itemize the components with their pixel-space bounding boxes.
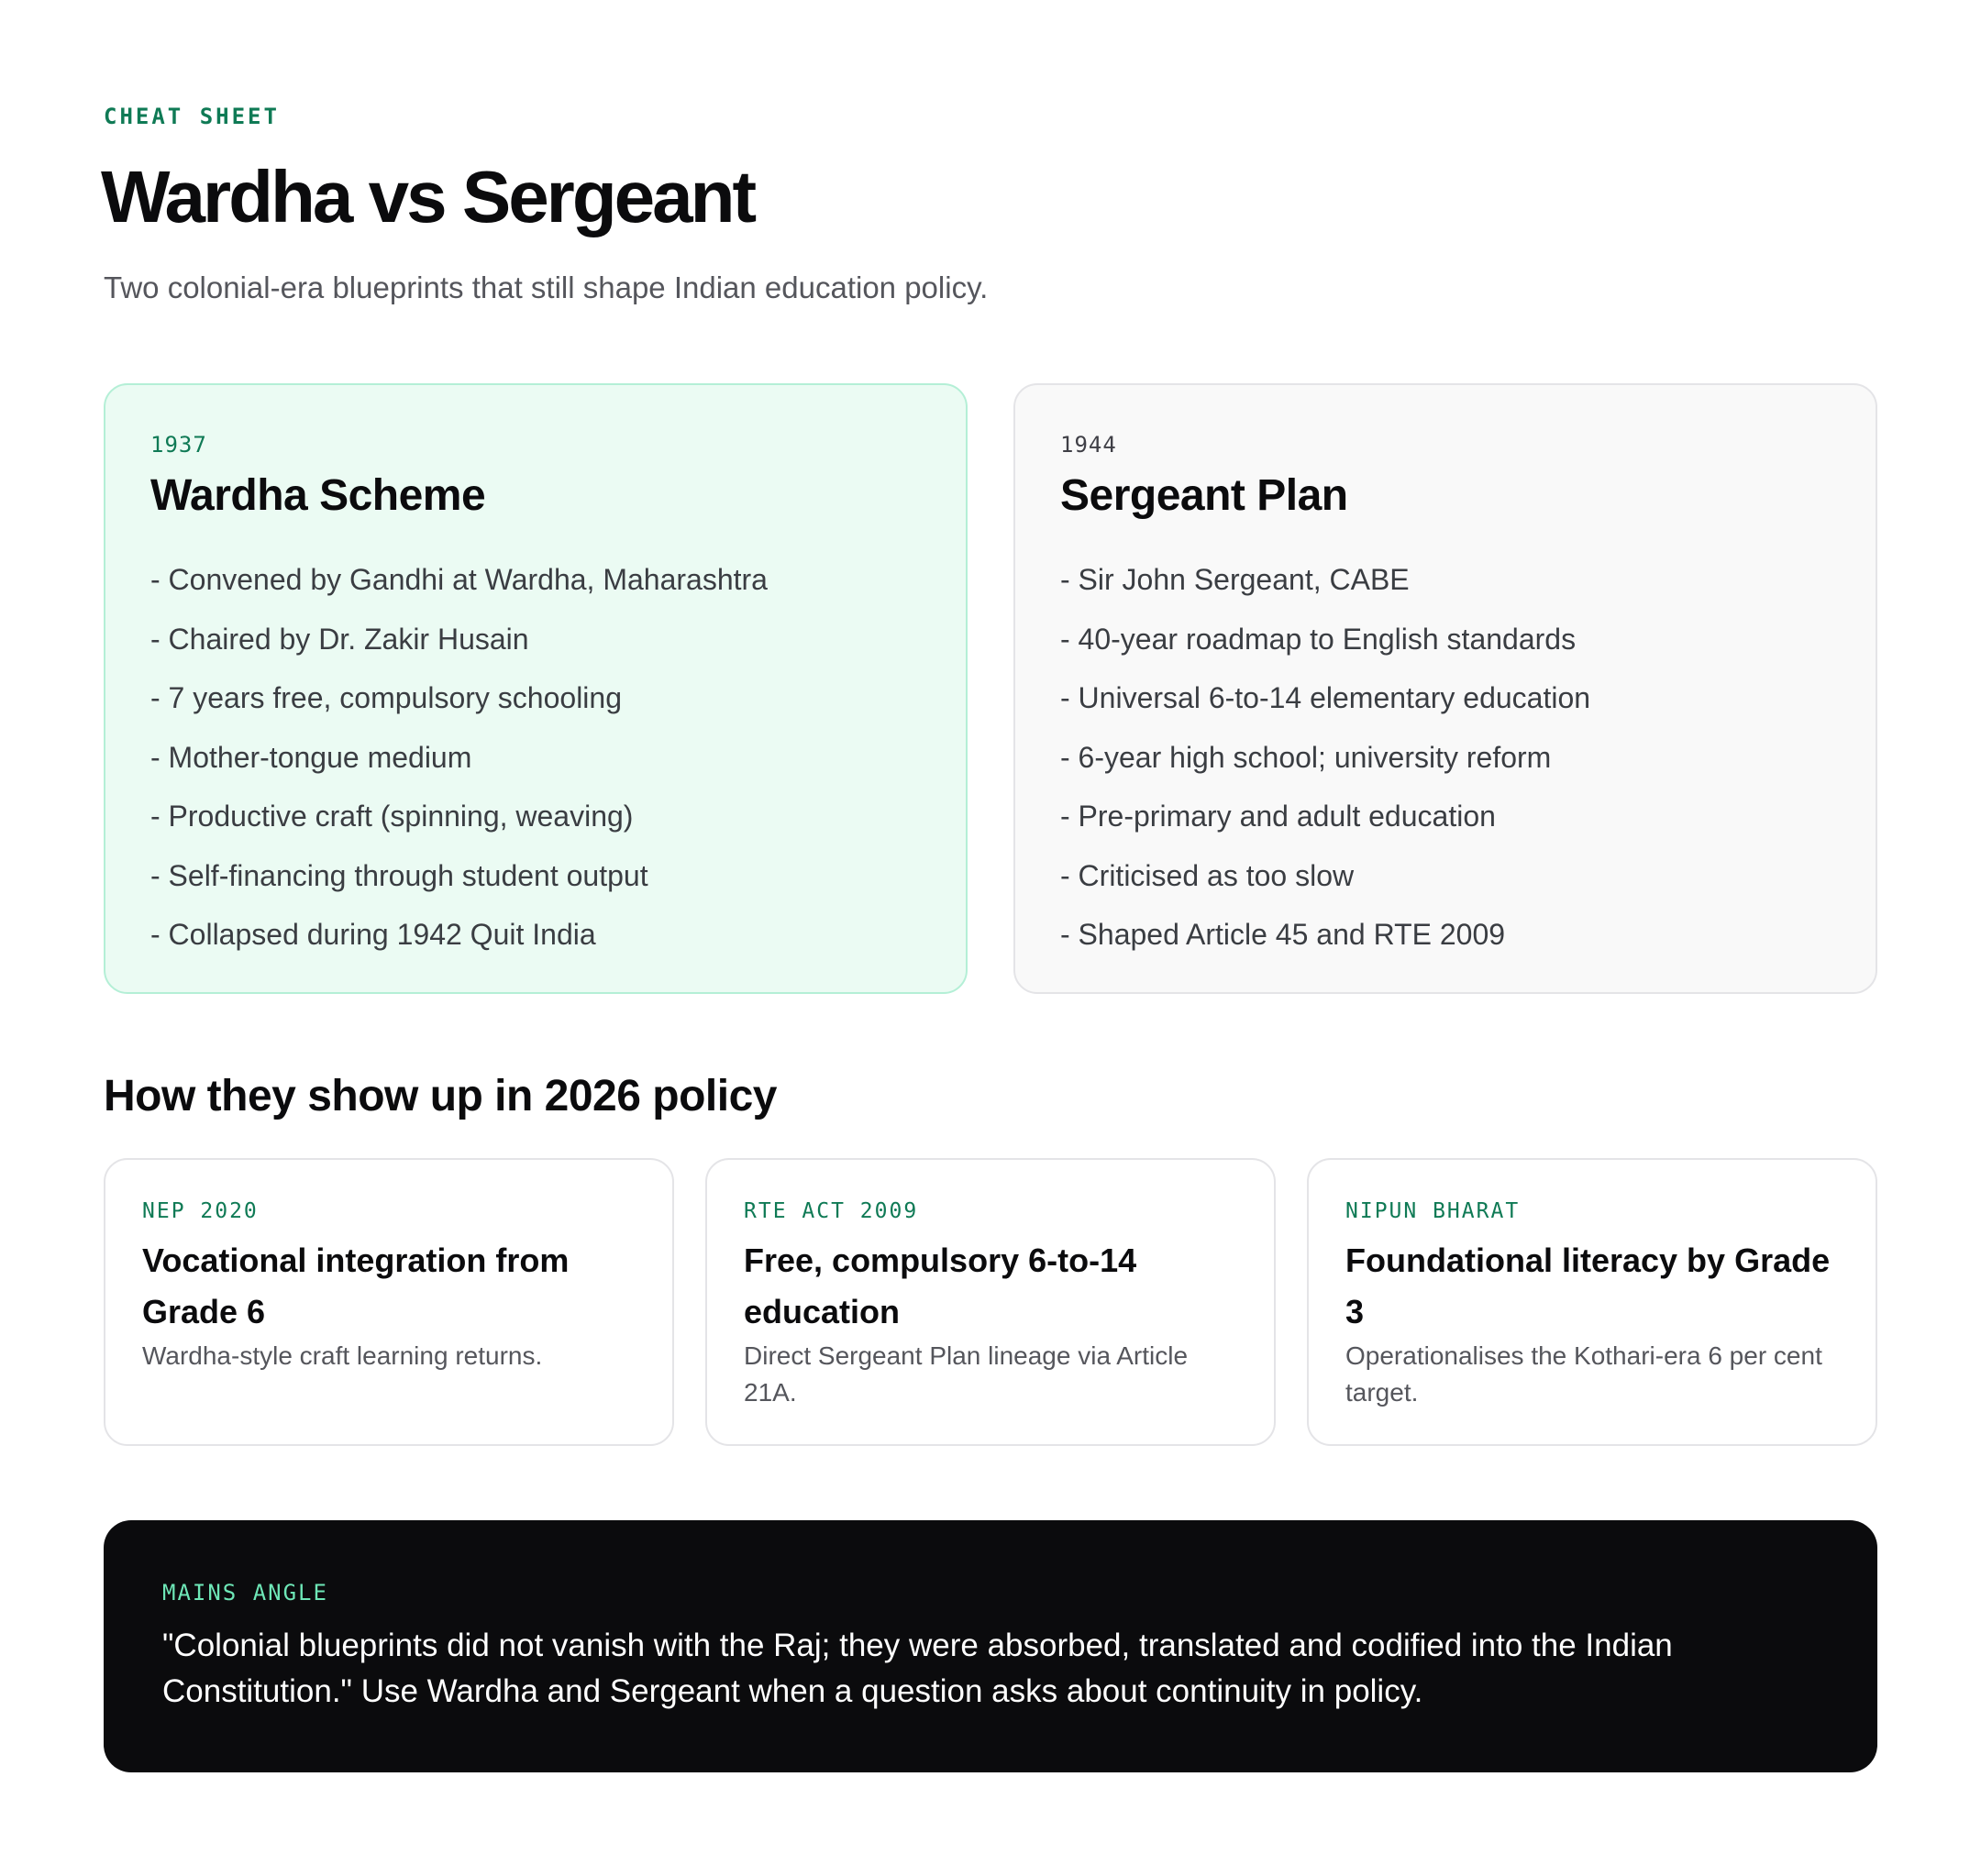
page-subtitle: Two colonial-era blueprints that still shape Indian education policy. (104, 270, 989, 304)
policy-description: Operationalises the Kothari-era 6 per cent target. (1345, 1341, 1822, 1407)
eyebrow-label: CHEAT SHEET (104, 104, 280, 129)
comparison-section (104, 383, 1877, 994)
page-title: Wardha vs Sergeant (101, 156, 755, 237)
list-item: - 7 years free, compulsory schooling (150, 681, 622, 714)
list-item: - Pre-primary and adult education (1060, 800, 1496, 833)
policy-card-rte (705, 1158, 1276, 1446)
policy-card-nep (104, 1158, 674, 1446)
list-item: - Self-financing through student output (150, 858, 648, 892)
section-heading: How they show up in 2026 policy (104, 1072, 777, 1120)
plan-year: 1937 (150, 432, 207, 458)
policy-description: Direct Sergeant Plan lineage via Article 21A. (744, 1341, 1189, 1407)
policy-title: Vocational integration from Grade 6 (142, 1241, 570, 1330)
plan-points-list (150, 550, 921, 965)
list-item: - Productive craft (spinning, weaving) (150, 800, 634, 833)
wardha-scheme-card (104, 383, 968, 994)
list-item: - Criticised as too slow (1060, 858, 1355, 892)
plan-name: Sergeant Plan (1060, 471, 1348, 520)
list-item: - Convened by Gandhi at Wardha, Maharashtra (150, 563, 768, 596)
list-item: - 6-year high school; university reform (1060, 740, 1552, 774)
plan-year: 1944 (1060, 432, 1117, 458)
policy-description: Wardha-style craft learning returns. (142, 1341, 543, 1370)
mains-angle-callout (104, 1520, 1877, 1772)
policy-title: Free, compulsory 6-to-14 education (744, 1241, 1137, 1330)
policy-title: Foundational literacy by Grade 3 (1345, 1241, 1831, 1330)
list-item: - Universal 6-to-14 elementary education (1060, 681, 1591, 714)
plan-points-list (1060, 550, 1831, 965)
policy-tag: NEP 2020 (142, 1199, 259, 1223)
policy-card-nipun (1307, 1158, 1877, 1446)
list-item: - Sir John Sergeant, CABE (1060, 563, 1410, 596)
sergeant-plan-card (1013, 383, 1877, 994)
list-item: - Shaped Article 45 and RTE 2009 (1060, 918, 1506, 951)
list-item: - Mother-tongue medium (150, 740, 472, 774)
list-item: - 40-year roadmap to English standards (1060, 622, 1577, 656)
policy-tag: NIPUN BHARAT (1345, 1199, 1521, 1223)
mains-quote: "Colonial blueprints did not vanish with the Raj; they were absorbed, translated and codified into the Indian Constitution." Use Wardha and Sergeant when a question asks about continuity in policy. (162, 1628, 1673, 1709)
mains-tag: MAINS ANGLE (162, 1580, 328, 1606)
policy-cards-row (104, 1158, 1877, 1446)
plan-name: Wardha Scheme (150, 471, 486, 520)
policy-tag: RTE ACT 2009 (744, 1199, 919, 1223)
list-item: - Chaired by Dr. Zakir Husain (150, 622, 529, 656)
list-item: - Collapsed during 1942 Quit India (150, 918, 596, 951)
